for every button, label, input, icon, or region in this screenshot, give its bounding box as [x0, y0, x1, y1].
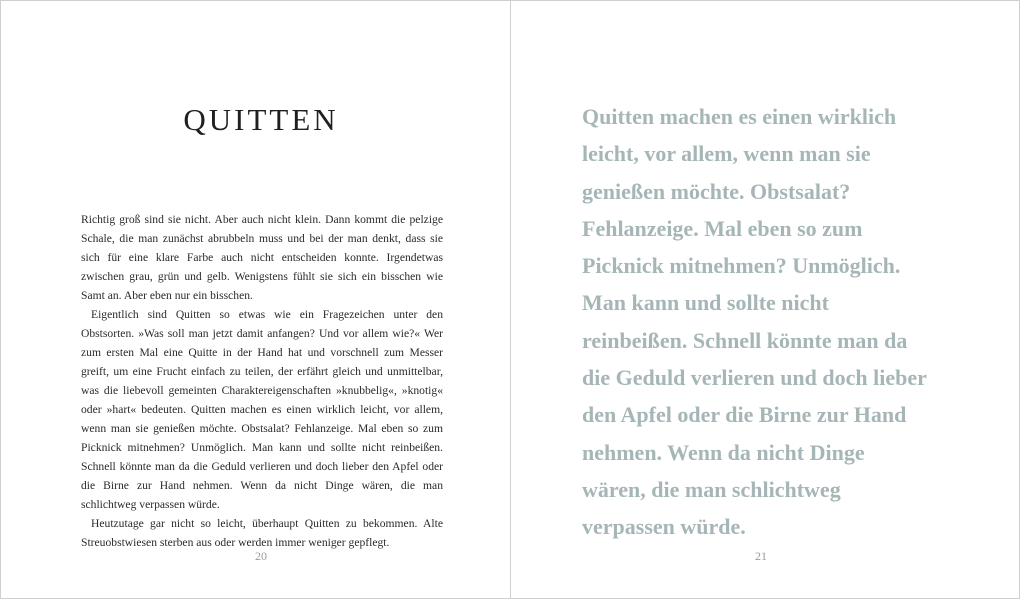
quote-line: den Apfel oder die Birne zur Hand — [582, 402, 907, 428]
quote-line: genießen möchte. Obstsalat? — [582, 178, 851, 204]
quote-line: leicht, vor allem, wenn man sie — [582, 141, 871, 167]
quote-line: verpassen würde. — [582, 514, 746, 540]
quote-line: Fehlanzeige. Mal eben so zum — [582, 215, 863, 241]
paragraph: Richtig groß sind sie nicht. Aber auch nicht klein. Dann kommt die pelzige Schale, die man zunächst abrubbeln muss und bei der man denkt, dass sie sich für eine klare Farbe auch nicht entscheiden konnte. Irgendetwas zwischen grau, grün und gelb. Wenigstens fühlt sie sich ein bisschen wie Samt an. Aber eben nur ein bisschen. — [81, 213, 443, 302]
pull-quote — [582, 98, 952, 546]
paragraph: Eigentlich sind Quitten so etwas wie ein Fragezeichen unter den Obstsorten. »Was soll man jetzt damit anfangen? Und vor allem wie?« Wer zum ersten Mal eine Quitte in der Hand hat und vorschnell zum Messer greift, um eine Frucht einfach zu teilen, der erfährt gleich und unmittelbar, was die liebevoll gemeinten Charaktereigenschaften »knubbelig«, »knotig« oder »hart« bedeuten. Quitten machen es einen wirklich leicht, vor allem, wenn man sie genießen möchte. Obstsalat? Fehlanzeige. Mal eben so zum Picknick mitnehmen? Unmöglich. Man kann und sollte nicht reinbeißen. Schnell könnte man da die Geduld verlieren und doch lieber den Apfel oder die Birne zur Hand nehmen. Wenn da nicht Dinge wären, die man schlichtweg verpassen würde. — [81, 308, 443, 511]
quote-line: Man kann und sollte nicht — [582, 290, 829, 316]
body-text — [81, 210, 443, 552]
quote-line: wären, die man schlichtweg — [582, 476, 841, 502]
right-page — [510, 0, 1020, 599]
page-number-left: 20 — [255, 549, 267, 563]
quote-line: Picknick mitnehmen? Unmöglich. — [582, 253, 901, 279]
page-number-right: 21 — [755, 549, 767, 563]
chapter-title: QUITTEN — [183, 102, 339, 137]
paragraph: Heutzutage gar nicht so leicht, überhaupt Quitten zu bekommen. Alte Streuobstwiesen sterben aus oder werden immer weniger gepflegt. — [81, 517, 443, 549]
quote-line: nehmen. Wenn da nicht Dinge — [582, 439, 865, 465]
quote-line: die Geduld verlieren und doch lieber — [582, 365, 927, 391]
quote-line: reinbeißen. Schnell könnte man da — [582, 327, 908, 353]
quote-line: Quitten machen es einen wirklich — [582, 104, 897, 129]
